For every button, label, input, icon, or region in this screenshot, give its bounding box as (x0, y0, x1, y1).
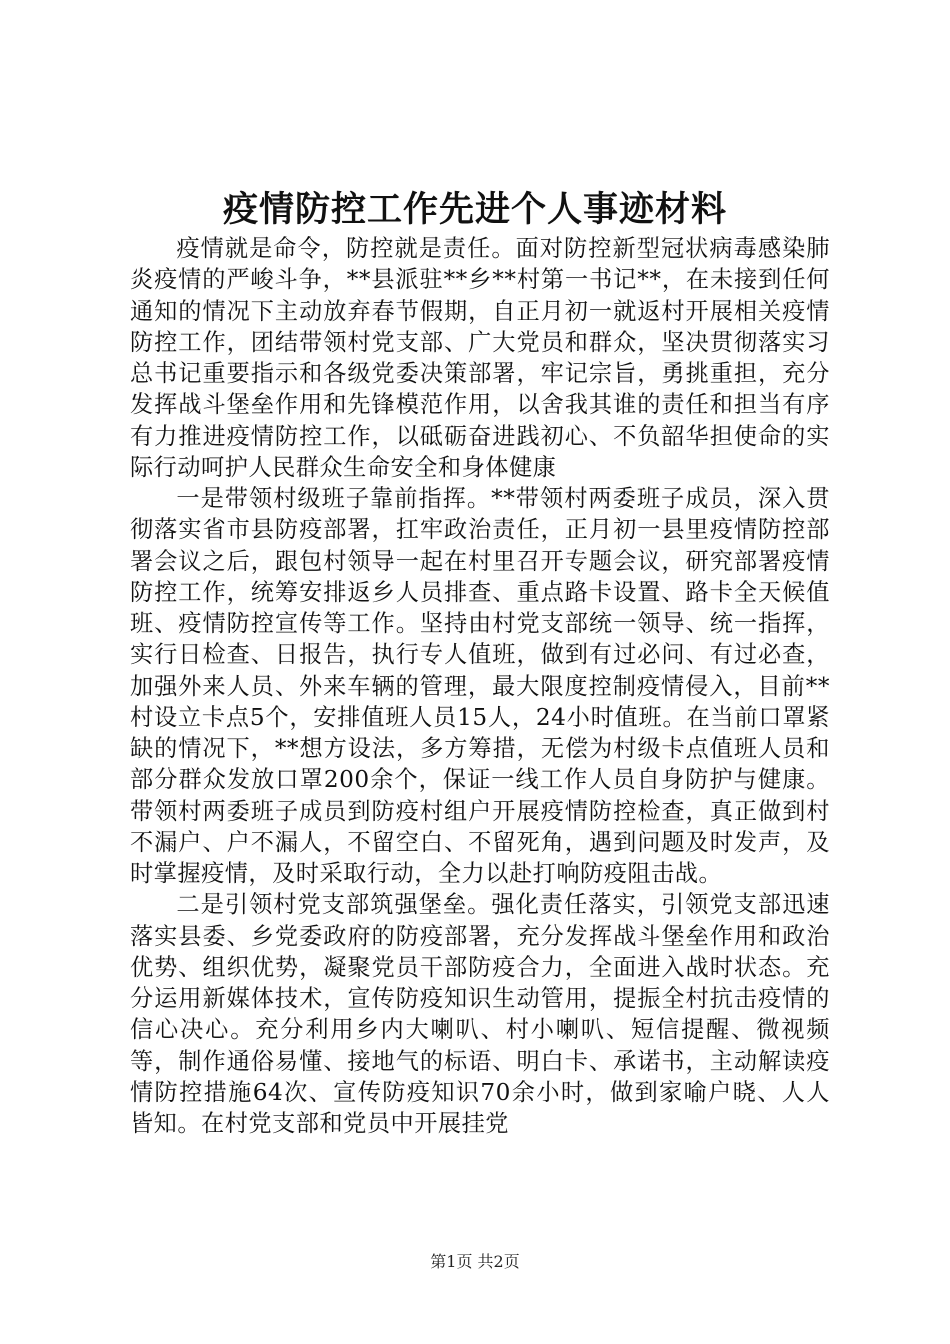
paragraph-section-two: 二是引领村党支部筑强堡垒。强化责任落实，引领党支部迅速落实县委、乡党委政府的防疫部署，充分发挥战斗堡垒作用和政治优势、组织优势，凝聚党员干部防疫合力，全面进入战时状态。充分运用新媒体技术，宣传防疫知识生动管用，提振全村抗击疫情的信心决心。充分利用乡内大喇叭、村小喇叭、短信提醒、微视频等，制作通俗易懂、接地气的标语、明白卡、承诺书，主动解读疫情防控措施64次、宣传防疫知识70余小时，做到家喻户晓、人人皆知。在村党支部和党员中开展挂党 (130, 891, 830, 1137)
page-footer: 第1页 共2页 (430, 1252, 520, 1271)
document-title: 疫情防控工作先进个人事迹材料 (222, 189, 727, 230)
paragraph-intro: 疫情就是命令，防控就是责任。面对防控新型冠状病毒感染肺炎疫情的严峻斗争，**县派驻**乡**村第一书记**，在未接到任何通知的情况下主动放弃春节假期，自正月初一就返村开展相关疫情防控工作，团结带领村党支部、广大党员和群众，坚决贯彻落实习总书记重要指示和各级党委决策部署，牢记宗旨，勇挑重担，充分发挥战斗堡垒作用和先锋模范作用，以舍我其谁的责任和担当有序有力推进疫情防控工作，以砥砺奋进践初心、不负韶华担使命的实际行动呵护人民群众生命安全和身体健康 (130, 235, 830, 481)
paragraph-section-one: 一是带领村级班子靠前指挥。**带领村两委班子成员，深入贯彻落实省市县防疫部署，扛牢政治责任，正月初一县里疫情防控部署会议之后，跟包村领导一起在村里召开专题会议，研究部署疫情防控工作，统筹安排返乡人员排查、重点路卡设置、路卡全天候值班、疫情防控宣传等工作。坚持由村党支部统一领导、统一指挥，实行日检查、日报告，执行专人值班，做到有过必问、有过必查，加强外来人员、外来车辆的管理，最大限度控制疫情侵入，目前**村设立卡点5个，安排值班人员15人，24小时值班。在当前口罩紧缺的情况下，**想方设法，多方筹措，无偿为村级卡点值班人员和部分群众发放口罩200余个，保证一线工作人员自身防护与健康。带领村两委班子成员到防疫村组户开展疫情防控检查，真正做到村不漏户、户不漏人，不留空白、不留死角，遇到问题及时发声，及时掌握疫情，及时采取行动，全力以赴打响防疫阻击战。 (130, 485, 830, 887)
document-body (130, 233, 830, 1139)
